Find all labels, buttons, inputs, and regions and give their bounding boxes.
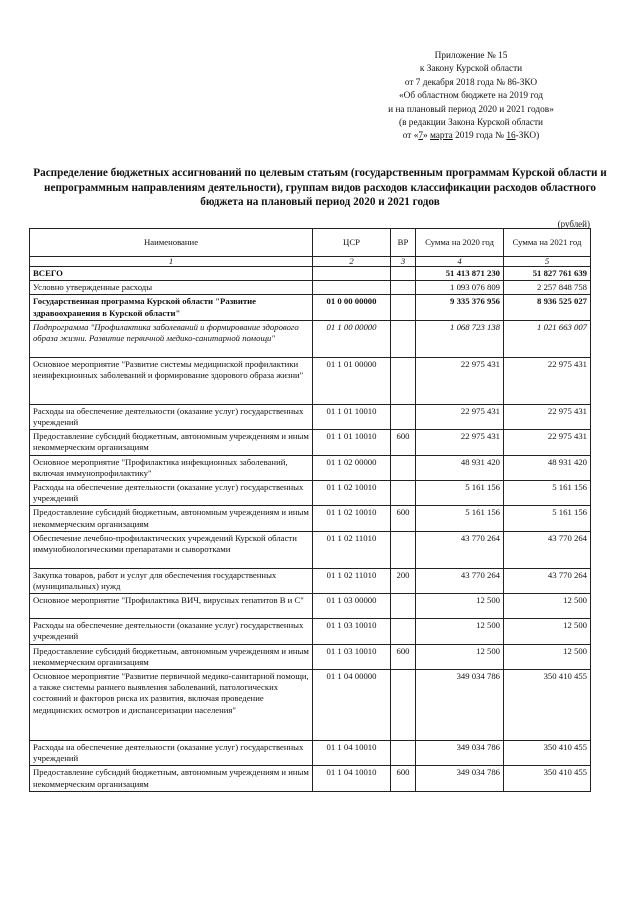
column-index: 5 xyxy=(504,257,591,267)
row-sum-2020: 5 161 156 xyxy=(416,481,504,506)
row-sum-2020: 9 335 376 956 xyxy=(416,295,504,320)
row-vr xyxy=(391,295,416,320)
row-sum-2021: 12 500 xyxy=(504,619,591,644)
row-sum-2021: 43 770 264 xyxy=(504,531,591,568)
table-row xyxy=(30,644,591,669)
amend-day: 7 xyxy=(418,131,423,142)
row-name: Предоставление субсидий бюджетным, автономным учреждениям и иным некоммерческим организациям xyxy=(30,506,313,531)
table-row xyxy=(30,481,591,506)
row-sum-2020: 43 770 264 xyxy=(416,531,504,568)
table-row xyxy=(30,404,591,429)
row-csr xyxy=(313,267,391,281)
row-sum-2020: 51 413 871 230 xyxy=(416,267,504,281)
column-header-sum-2021: Сумма на 2021 год xyxy=(504,229,591,257)
row-vr: 600 xyxy=(391,644,416,669)
row-vr xyxy=(391,531,416,568)
row-vr xyxy=(391,320,416,357)
column-index-row xyxy=(30,257,591,267)
column-index: 1 xyxy=(30,257,313,267)
row-sum-2020: 22 975 431 xyxy=(416,357,504,404)
row-sum-2020: 349 034 786 xyxy=(416,741,504,766)
row-sum-2021: 12 500 xyxy=(504,594,591,619)
row-sum-2021: 51 827 761 639 xyxy=(504,267,591,281)
row-csr: 01 1 03 10010 xyxy=(313,644,391,669)
row-csr: 01 1 02 11010 xyxy=(313,531,391,568)
row-sum-2021: 22 975 431 xyxy=(504,430,591,455)
row-sum-2021: 12 500 xyxy=(504,644,591,669)
row-sum-2020: 12 500 xyxy=(416,644,504,669)
appendix-line: «Об областном бюджете на 2019 год xyxy=(398,91,544,102)
row-vr xyxy=(391,741,416,766)
row-vr xyxy=(391,670,416,741)
table-row xyxy=(30,531,591,568)
row-sum-2020: 22 975 431 xyxy=(416,404,504,429)
row-name: Расходы на обеспечение деятельности (оказание услуг) государственных учреждений xyxy=(30,481,313,506)
table-row xyxy=(30,766,591,791)
row-vr: 600 xyxy=(391,766,416,791)
column-header-vr: ВР xyxy=(391,229,416,257)
row-vr xyxy=(391,281,416,295)
row-csr xyxy=(313,281,391,295)
appendix-line: и на плановый период 2020 и 2021 годов» xyxy=(388,104,554,115)
appendix-line: к Закону Курской области xyxy=(419,64,523,75)
table-row xyxy=(30,619,591,644)
row-name: Условно утвержденные расходы xyxy=(30,281,313,295)
row-name: Подпрограмма "Профилактика заболеваний и формирование здорового образа жизни. Развитие первичной медико-санитарной помощи" xyxy=(30,320,313,357)
row-sum-2021: 5 161 156 xyxy=(504,481,591,506)
unit-label: (рублей) xyxy=(557,219,590,229)
row-csr: 01 1 01 10010 xyxy=(313,430,391,455)
row-csr: 01 0 00 00000 xyxy=(313,295,391,320)
row-csr: 01 1 02 11010 xyxy=(313,568,391,593)
row-sum-2020: 12 500 xyxy=(416,619,504,644)
amend-mid: » xyxy=(423,131,430,142)
row-csr: 01 1 04 00000 xyxy=(313,670,391,741)
row-sum-2021: 5 161 156 xyxy=(504,506,591,531)
row-sum-2021: 8 936 525 027 xyxy=(504,295,591,320)
row-sum-2021: 2 257 848 758 xyxy=(504,281,591,295)
row-csr: 01 1 02 00000 xyxy=(313,455,391,480)
row-csr: 01 1 02 10010 xyxy=(313,481,391,506)
row-vr xyxy=(391,404,416,429)
amend-year: 2019 года № xyxy=(452,131,507,142)
row-sum-2021: 350 410 455 xyxy=(504,741,591,766)
table-row xyxy=(30,281,591,295)
row-sum-2020: 349 034 786 xyxy=(416,766,504,791)
document-title: Распределение бюджетных ассигнований по целевым статьям (государственным программам Курской области и непрограммным направлениям деятельности), группам видов расходов классификации расходов областного бюджета на плановый период 2020 и 2021 годов xyxy=(33,167,607,209)
table-row xyxy=(30,455,591,480)
row-name: Закупка товаров, работ и услуг для обеспечения государственных (муниципальных) нужд xyxy=(30,568,313,593)
row-sum-2020: 22 975 431 xyxy=(416,430,504,455)
appendix-line: от 7 декабря 2018 года № 86-ЗКО xyxy=(404,77,538,88)
budget-table xyxy=(29,228,591,792)
row-sum-2020: 5 161 156 xyxy=(416,506,504,531)
row-name: Основное мероприятие "Профилактика инфекционных заболеваний, включая иммунопрофилактику" xyxy=(30,455,313,480)
column-index: 4 xyxy=(416,257,504,267)
table-row xyxy=(30,430,591,455)
appendix-header xyxy=(360,50,582,144)
amend-number: 16 xyxy=(506,131,516,142)
row-csr: 01 1 00 00000 xyxy=(313,320,391,357)
row-csr: 01 1 04 10010 xyxy=(313,741,391,766)
row-name: Предоставление субсидий бюджетным, автономным учреждениям и иным некоммерческим организациям xyxy=(30,430,313,455)
row-csr: 01 1 03 00000 xyxy=(313,594,391,619)
column-index: 2 xyxy=(313,257,391,267)
table-body xyxy=(30,267,591,792)
row-vr xyxy=(391,594,416,619)
appendix-line: (в редакции Закона Курской области xyxy=(399,118,543,129)
row-name: Расходы на обеспечение деятельности (оказание услуг) государственных учреждений xyxy=(30,741,313,766)
table-row xyxy=(30,741,591,766)
row-csr: 01 1 02 10010 xyxy=(313,506,391,531)
table-row xyxy=(30,357,591,404)
row-name: Предоставление субсидий бюджетным, автономным учреждениям и иным некоммерческим организациям xyxy=(30,766,313,791)
row-vr xyxy=(391,455,416,480)
amend-month: марта xyxy=(429,131,453,142)
row-vr: 600 xyxy=(391,430,416,455)
row-sum-2020: 1 093 076 809 xyxy=(416,281,504,295)
row-vr: 200 xyxy=(391,568,416,593)
row-csr: 01 1 04 10010 xyxy=(313,766,391,791)
row-sum-2020: 12 500 xyxy=(416,594,504,619)
row-sum-2020: 43 770 264 xyxy=(416,568,504,593)
row-sum-2020: 48 931 420 xyxy=(416,455,504,480)
appendix-line: Приложение № 15 xyxy=(434,51,508,61)
amend-prefix: от « xyxy=(402,131,419,142)
row-vr xyxy=(391,619,416,644)
table-row xyxy=(30,320,591,357)
column-header-csr: ЦСР xyxy=(313,229,391,257)
row-csr: 01 1 01 10010 xyxy=(313,404,391,429)
table-header-row xyxy=(30,229,591,257)
row-csr: 01 1 03 10010 xyxy=(313,619,391,644)
table-row xyxy=(30,267,591,281)
row-vr: 600 xyxy=(391,506,416,531)
row-vr xyxy=(391,481,416,506)
row-sum-2021: 48 931 420 xyxy=(504,455,591,480)
row-sum-2021: 350 410 455 xyxy=(504,766,591,791)
row-sum-2021: 22 975 431 xyxy=(504,404,591,429)
row-name: Расходы на обеспечение деятельности (оказание услуг) государственных учреждений xyxy=(30,404,313,429)
row-sum-2021: 1 021 663 007 xyxy=(504,320,591,357)
row-vr xyxy=(391,357,416,404)
column-header-name: Наименование xyxy=(30,229,313,257)
table-row xyxy=(30,594,591,619)
table-row xyxy=(30,506,591,531)
row-name: Обеспечение лечебно-профилактических учреждений Курской области иммунобиологическими препаратами и сыворотками xyxy=(30,531,313,568)
amend-suffix: -ЗКО) xyxy=(515,131,540,142)
table-row xyxy=(30,568,591,593)
row-name: Государственная программа Курской области "Развитие здравоохранения в Курской области" xyxy=(30,295,313,320)
table-row xyxy=(30,295,591,320)
row-sum-2021: 22 975 431 xyxy=(504,357,591,404)
row-sum-2021: 43 770 264 xyxy=(504,568,591,593)
row-name: Основное мероприятие "Профилактика ВИЧ, вирусных гепатитов В и С" xyxy=(30,594,313,619)
column-header-sum-2020: Сумма на 2020 год xyxy=(416,229,504,257)
column-index: 3 xyxy=(391,257,416,267)
row-name: Предоставление субсидий бюджетным, автономным учреждениям и иным некоммерческим организациям xyxy=(30,644,313,669)
row-csr: 01 1 01 00000 xyxy=(313,357,391,404)
row-name: Расходы на обеспечение деятельности (оказание услуг) государственных учреждений xyxy=(30,619,313,644)
row-name: ВСЕГО xyxy=(30,267,313,281)
table-row xyxy=(30,670,591,741)
appendix-line-amendment xyxy=(360,130,582,143)
row-name: Основное мероприятие "Развитие системы медицинской профилактики неинфекционных заболеваний и формирование здорового образа жизни" xyxy=(30,357,313,404)
row-sum-2020: 349 034 786 xyxy=(416,670,504,741)
row-name: Основное мероприятие "Развитие первичной медико-санитарной помощи, а также системы раннего выявления заболеваний, патологических состояний и факторов риска их развития, включая проведение медицинских осмотров и диспансеризации населения" xyxy=(30,670,313,741)
row-vr xyxy=(391,267,416,281)
row-sum-2021: 350 410 455 xyxy=(504,670,591,741)
row-sum-2020: 1 068 723 138 xyxy=(416,320,504,357)
